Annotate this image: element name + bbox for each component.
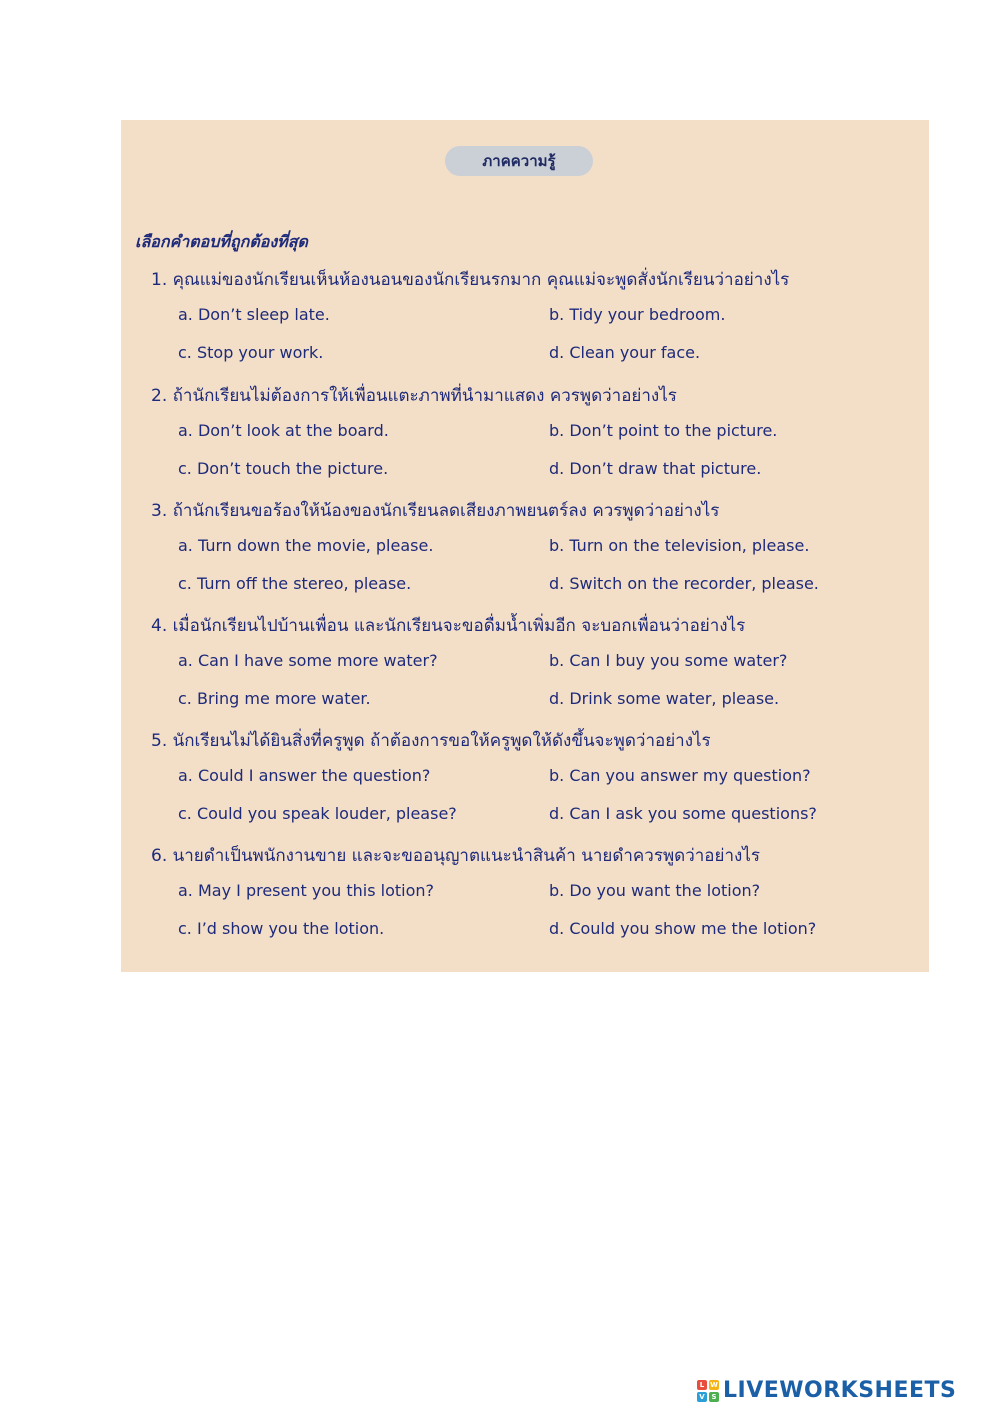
liveworksheets-brand [697, 1378, 956, 1403]
option-d: d. Could you show me the lotion? [549, 919, 817, 938]
option-c: c. Could you speak louder, please? [178, 804, 457, 823]
scanned-worksheet [121, 120, 929, 972]
logo-cell: S [709, 1392, 719, 1402]
option-a: a. Can I have some more water? [178, 651, 438, 670]
option-b: b. Can you answer my question? [549, 766, 811, 785]
question-block [121, 497, 929, 612]
question-text: 1. คุณแม่ของนักเรียนเห็นห้องนอนของนักเรียนรกมาก คุณแม่จะพูดสั่งนักเรียนว่าอย่างไร [151, 270, 790, 290]
option-d: d. Can I ask you some questions? [549, 804, 817, 823]
question-block [121, 266, 929, 381]
option-c: c. Stop your work. [178, 343, 324, 362]
logo-cell: V [697, 1392, 707, 1402]
logo-cell: L [697, 1380, 707, 1390]
option-b: b. Do you want the lotion? [549, 881, 761, 900]
liveworksheets-logo-icon [697, 1380, 719, 1402]
question-block [121, 842, 929, 957]
option-a: a. Could I answer the question? [178, 766, 431, 785]
option-c: c. Bring me more water. [178, 689, 371, 708]
option-a: a. Don’t sleep late. [178, 305, 330, 324]
question-text: 5. นักเรียนไม่ได้ยินสิ่งที่ครูพูด ถ้าต้องการขอให้ครูพูดให้ดังขึ้นจะพูดว่าอย่างไร [151, 731, 711, 751]
question-block [121, 382, 929, 497]
question-text: 3. ถ้านักเรียนขอร้องให้น้องของนักเรียนลดเสียงภาพยนตร์ลง ควรพูดว่าอย่างไร [151, 501, 720, 521]
option-b: b. Turn on the television, please. [549, 536, 810, 555]
question-block [121, 612, 929, 727]
option-c: c. Turn off the stereo, please. [178, 574, 412, 593]
option-b: b. Can I buy you some water? [549, 651, 788, 670]
option-a: a. Don’t look at the board. [178, 421, 389, 440]
question-text: 4. เมื่อนักเรียนไปบ้านเพื่อน และนักเรียนจะขอดื่มน้ำเพิ่มอีก จะบอกเพื่อนว่าอย่างไร [151, 616, 746, 636]
option-a: a. Turn down the movie, please. [178, 536, 434, 555]
instruction-text: เลือกคำตอบที่ถูกต้องที่สุด [135, 232, 308, 251]
question-text: 2. ถ้านักเรียนไม่ต้องการให้เพื่อนแตะภาพที่นำมาแสดง ควรพูดว่าอย่างไร [151, 386, 677, 406]
option-d: d. Don’t draw that picture. [549, 459, 762, 478]
section-title-badge: ภาคความรู้ [445, 146, 593, 176]
option-d: d. Clean your face. [549, 343, 701, 362]
option-a: a. May I present you this lotion? [178, 881, 434, 900]
question-text: 6. นายดำเป็นพนักงานขาย และจะขออนุญาตแนะนำสินค้า นายดำควรพูดว่าอย่างไร [151, 846, 761, 866]
option-d: d. Drink some water, please. [549, 689, 780, 708]
question-block [121, 727, 929, 842]
option-d: d. Switch on the recorder, please. [549, 574, 819, 593]
brand-name: LIVEWORKSHEETS [723, 1378, 957, 1403]
option-c: c. Don’t touch the picture. [178, 459, 389, 478]
option-b: b. Don’t point to the picture. [549, 421, 778, 440]
option-c: c. I’d show you the lotion. [178, 919, 385, 938]
option-b: b. Tidy your bedroom. [549, 305, 726, 324]
logo-cell: W [710, 1380, 718, 1389]
